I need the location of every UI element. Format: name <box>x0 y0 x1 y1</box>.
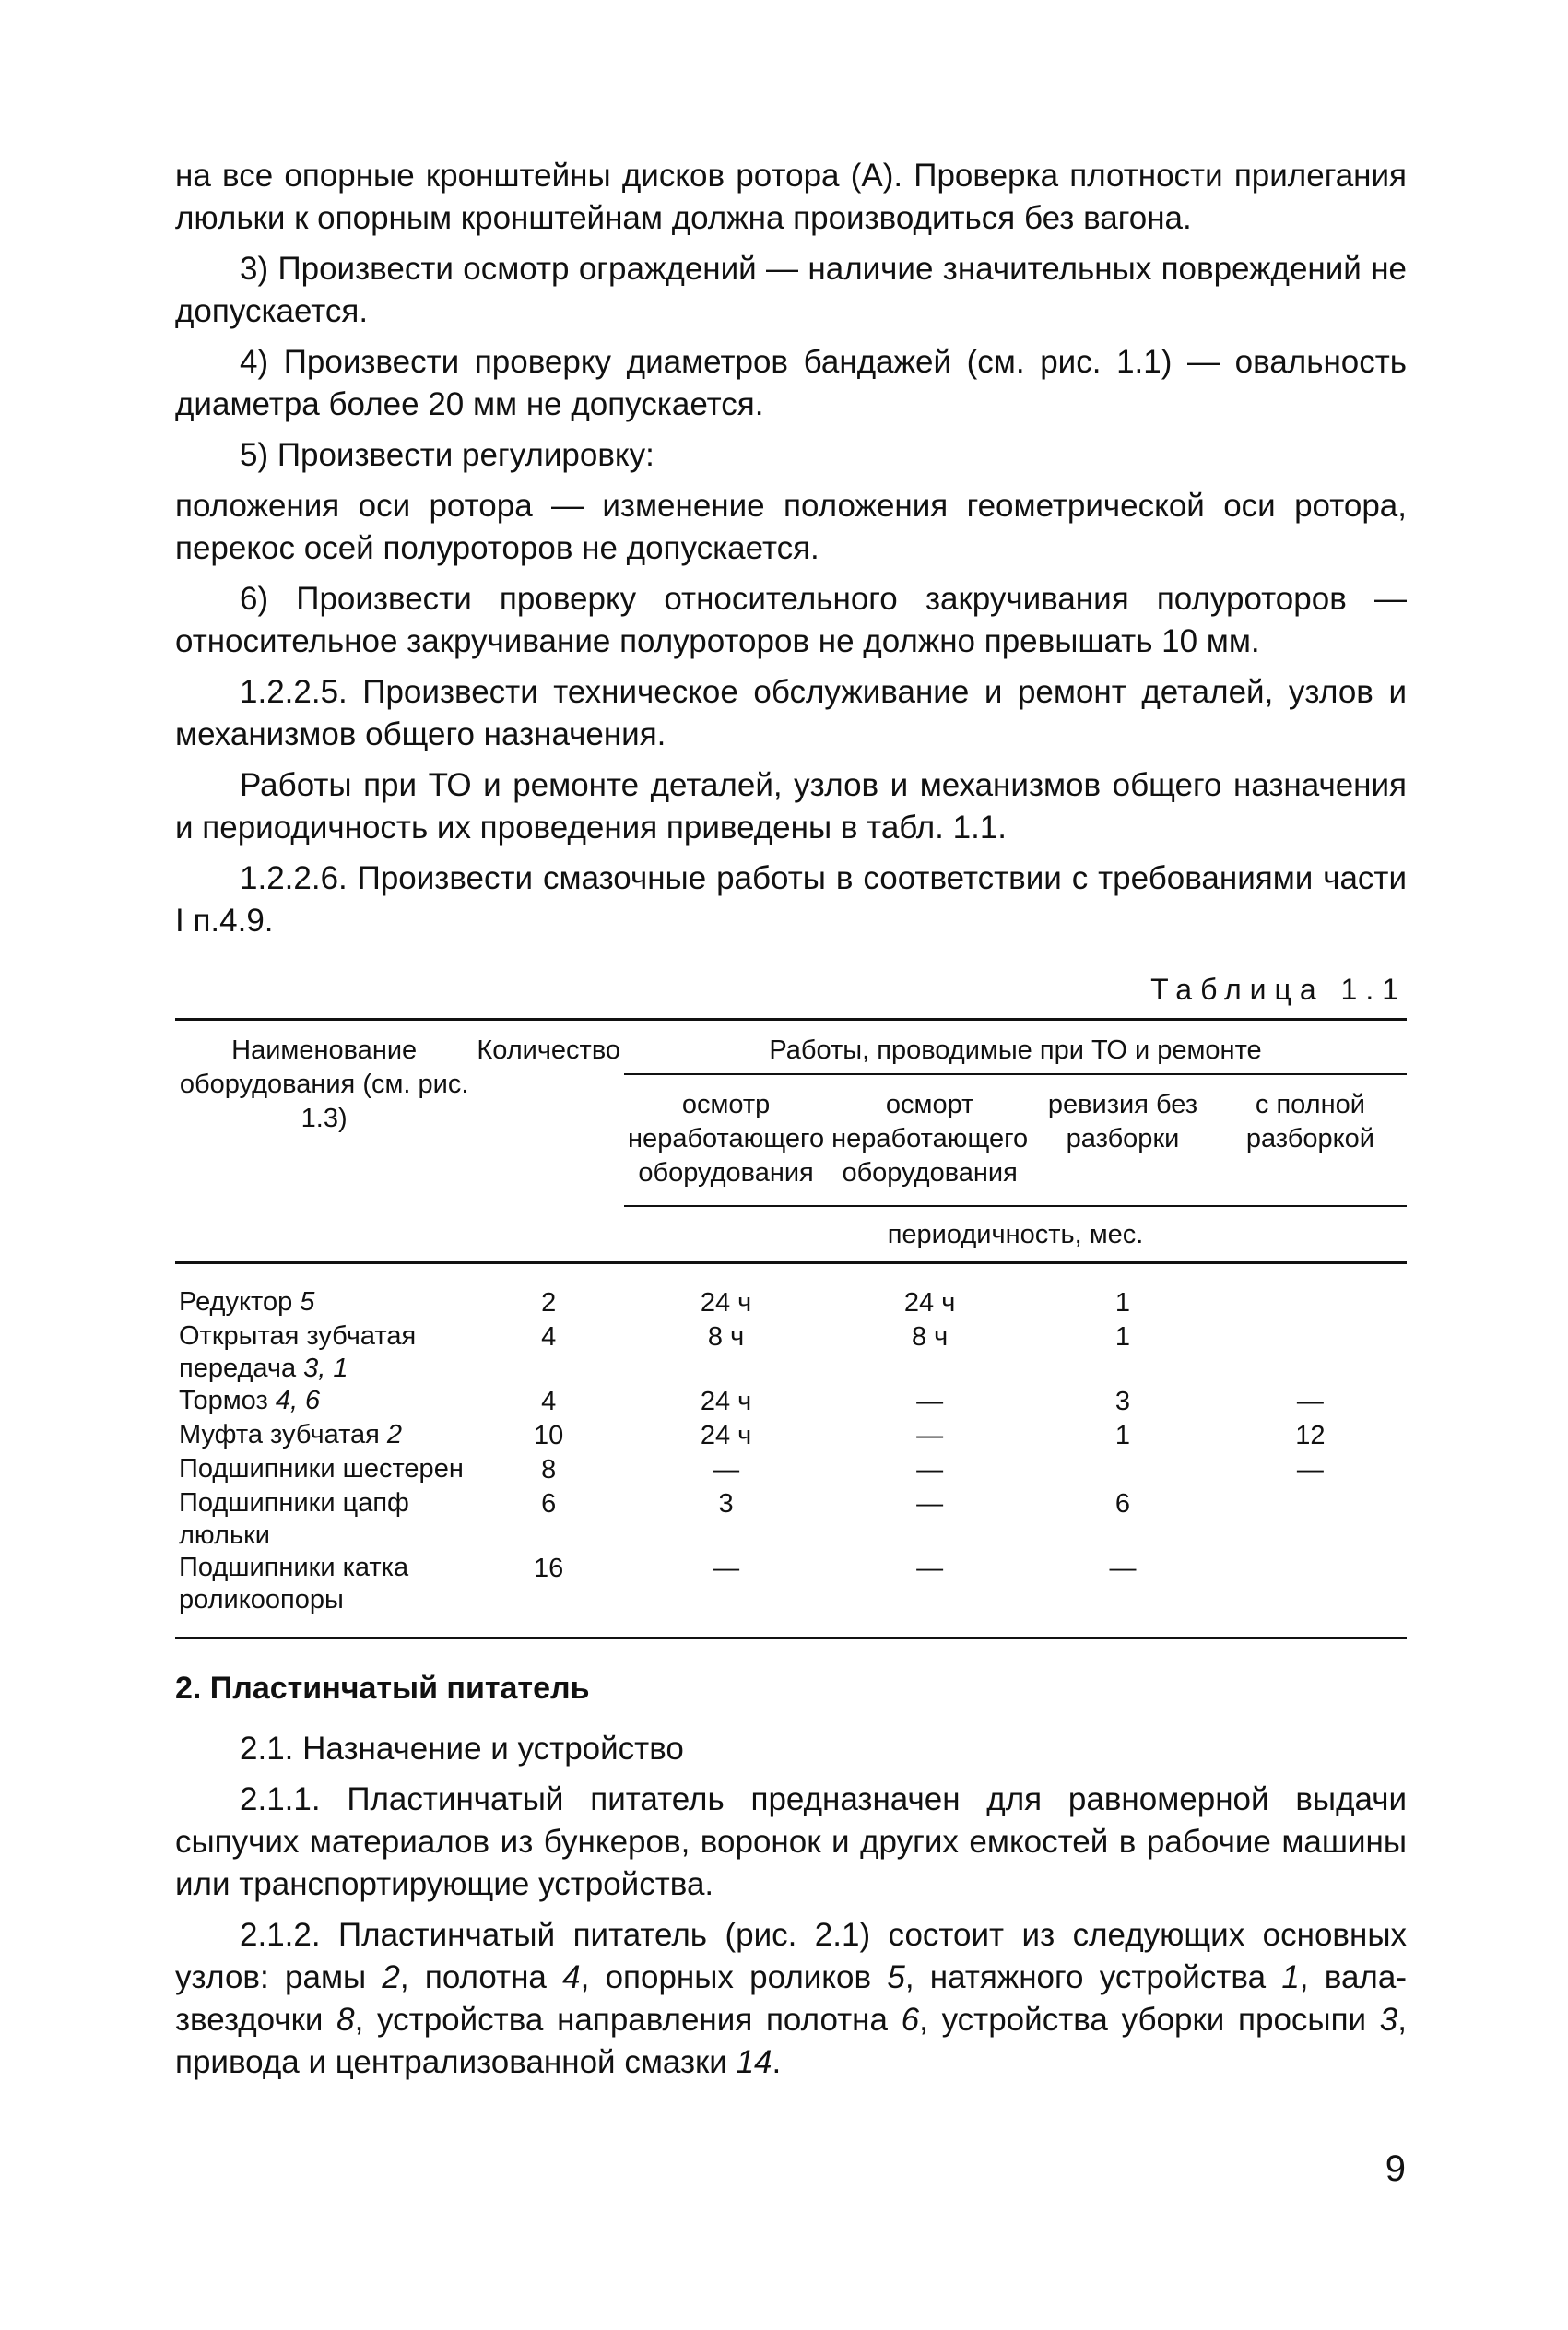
document-page <box>175 155 1407 2092</box>
header-sub-full-disassembly: с полной разборкой <box>1214 1074 1407 1206</box>
row-c4 <box>1214 1487 1407 1552</box>
row-name: Тормоз 4, 6 <box>179 1386 321 1415</box>
paragraph-2-1-1: 2.1.1. Пластинчатый питатель предназначен для равномерной выдачи сыпучих материалов из бункеров, воронок и других емкостей в рабочие машины или транспортирующие устройства. <box>175 1781 1407 1902</box>
row-c3: 1 <box>1114 1288 1131 1318</box>
paragraph-2-1-2: 2.1.2. Пластинчатый питатель (рис. 2.1) состоит из следующих основных узлов: рамы 2, полотна 4, опорных роликов 5, натяжного устройства 1, вала-звездочки 8, устройства направления полотна 6, устройства уборки просыпи 3, привода и централизованной смазки 14. <box>175 1917 1407 2080</box>
header-periodicity: периодичность, мес. <box>624 1206 1407 1263</box>
row-c4: 12 <box>1295 1421 1326 1450</box>
row-c4: — <box>1296 1387 1324 1416</box>
row-c2: — <box>916 1421 944 1450</box>
header-periodicity-spacer-2 <box>473 1206 624 1263</box>
paragraph-1-2-2-5: 1.2.2.5. Произвести техническое обслуживание и ремонт деталей, узлов и механизмов общего назначения. <box>175 674 1407 752</box>
table-row <box>175 1487 1407 1552</box>
row-qty: 2 <box>541 1288 557 1318</box>
header-sub-inspection-idle-2: осморт неработающего оборудования <box>828 1074 1032 1206</box>
header-equipment-name: Наименование оборудования (см. рис. 1.3) <box>179 1035 469 1133</box>
row-c2: — <box>916 1489 944 1519</box>
row-name: Редуктор 5 <box>179 1287 315 1317</box>
header-sub-inspection-idle: осмотр неработающего оборудования <box>624 1074 828 1206</box>
row-c1: 24 ч <box>700 1421 752 1450</box>
row-c1: 3 <box>718 1489 734 1519</box>
row-c4 <box>1214 1320 1407 1385</box>
row-c1: 24 ч <box>700 1387 752 1416</box>
row-c3: 6 <box>1114 1489 1131 1519</box>
subsection-title: 2.1. Назначение и устройство <box>240 1731 684 1767</box>
row-c3: 1 <box>1114 1421 1131 1450</box>
row-c2: 8 ч <box>911 1322 949 1352</box>
row-qty: 16 <box>534 1554 564 1583</box>
paragraph-item-5-detail: положения оси ротора — изменение положения геометрической оси ротора, перекос осей полуроторов не допускается. <box>175 488 1407 566</box>
table-row <box>175 1385 1407 1419</box>
table-row <box>175 1453 1407 1487</box>
row-c1: — <box>713 1455 740 1484</box>
paragraph-item-5: 5) Произвести регулировку: <box>240 437 654 473</box>
row-c2: — <box>916 1387 944 1416</box>
row-c1: — <box>713 1554 740 1583</box>
table-row <box>175 1320 1407 1385</box>
row-qty: 8 <box>541 1455 557 1484</box>
header-periodicity-spacer <box>175 1206 473 1263</box>
row-qty: 4 <box>541 1322 557 1352</box>
row-c2: — <box>916 1455 944 1484</box>
table-row <box>175 1552 1407 1638</box>
paragraph-1-2-2-6: 1.2.2.6. Произвести смазочные работы в соответствии с требованиями части I п.4.9. <box>175 860 1407 939</box>
row-c4 <box>1214 1552 1407 1638</box>
maintenance-table <box>175 1018 1407 1639</box>
section-title: 2. Пластинчатый питатель <box>175 1671 590 1706</box>
paragraph-item-6: 6) Произвести проверку относительного закручивания полуроторов — относительное закручивание полуроторов не должно превышать 10 мм. <box>175 581 1407 659</box>
paragraph-item-4: 4) Произвести проверку диаметров бандажей (см. рис. 1.1) — овальность диаметра более 20 мм не допускается. <box>175 344 1407 422</box>
row-name: Подшипники шестерен <box>179 1454 464 1484</box>
row-name: Муфта зубчатая 2 <box>179 1420 403 1449</box>
header-sub-revision: ревизия без разборки <box>1032 1074 1214 1206</box>
row-c4 <box>1214 1263 1407 1321</box>
row-c3: 3 <box>1114 1387 1131 1416</box>
row-c2: — <box>916 1554 944 1583</box>
row-c3 <box>1032 1453 1214 1487</box>
table-row <box>175 1419 1407 1453</box>
row-qty: 6 <box>541 1489 557 1519</box>
paragraph-item-3: 3) Произвести осмотр ограждений — наличие значительных повреждений не допускается. <box>175 251 1407 329</box>
row-c4: — <box>1296 1455 1324 1484</box>
row-name: Подшипники цапф люльки <box>179 1488 409 1550</box>
paragraph-works-note: Работы при ТО и ремонте деталей, узлов и механизмов общего назначения и периодичность их проведения приведены в табл. 1.1. <box>175 767 1407 846</box>
paragraph-continuation: на все опорные кронштейны дисков ротора (А). Проверка плотности прилегания люльки к опорным кронштейнам должна производиться без вагона. <box>175 158 1407 236</box>
row-qty: 4 <box>541 1387 557 1416</box>
header-quantity: Количество <box>477 1035 621 1065</box>
row-c1: 24 ч <box>700 1288 752 1318</box>
row-c3: 1 <box>1114 1322 1131 1352</box>
row-name: Открытая зубчатая передача 3, 1 <box>179 1321 417 1383</box>
row-qty: 10 <box>534 1421 564 1450</box>
header-works: Работы, проводимые при ТО и ремонте <box>624 1020 1407 1075</box>
table-row <box>175 1263 1407 1321</box>
row-c2: 24 ч <box>903 1288 956 1318</box>
page-number: 9 <box>1385 2148 1406 2189</box>
row-name: Подшипники катка роликоопоры <box>179 1553 409 1614</box>
row-c3: — <box>1109 1554 1137 1583</box>
row-c1: 8 ч <box>707 1322 745 1352</box>
table-caption: Таблица 1.1 <box>1150 973 1407 1006</box>
